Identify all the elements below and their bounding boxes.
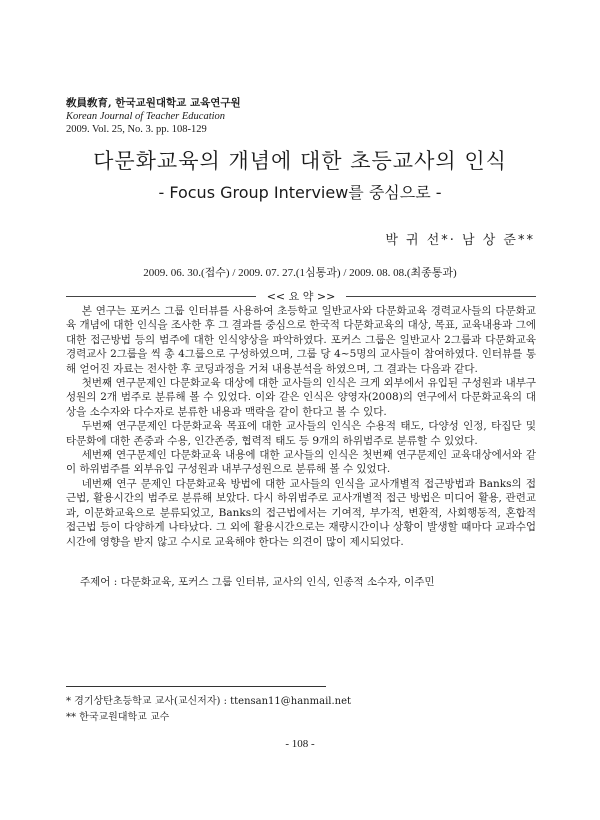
- abstract-paragraph: 본 연구는 포커스 그룹 인터뷰를 사용하여 초등학교 일반교사와 다문화교육 경력교사들의 다문화교육 개념에 대한 인식을 조사한 후 그 결과를 중심으로 한국적 다문화교육의 대상, 목표, 교육내용과 그에 대한 접근방법 등의 범주에 대한 인식양상을 파악하였다. 포커스 그룹은 일반교사 2그룹과 다문화교육 경력교사 2그룹을 씩 총 4그룹으로 구성하였으며, 그룹 당 4~5명의 교사들이 참여하였다. 인터뷰를 통해 얻어진 자료는 전사한 후 코딩과정을 거쳐 내용분석을 하였으며, 그 결과는 다음과 같다.: [66, 305, 536, 375]
- page-number: - 108 -: [285, 738, 315, 750]
- abstract-paragraph: 네번째 연구 문제인 다문화교육 방법에 대한 교사들의 인식을 교사개별적 접근방법과 Banks의 접근법, 활용시간의 범주로 분류해 보았다. 다시 하위범주로 교사개별적 접근 방법은 미디어 활용, 관련교과, 이문화교육으로 분류되었고, Banks의 접근법에서는 기여적, 부가적, 변환적, 사회행동적, 혼합적 접근법 등이 다양하게 나타났다. 그 외에 활용시간으로는 재량시간이나 상황이 발생할 때마다 교과수업시간에 영향을 받지 않고 수시로 교육해야 한다는 의견이 많이 제시되었다.: [66, 477, 537, 548]
- abstract-body: [66, 304, 536, 549]
- footnote-rule: [66, 686, 326, 687]
- abstract-paragraph: 세번째 연구문제인 다문화교육 내용에 대한 교사들의 인식은 첫번째 연구문제인 교육대상에서와 같이 하위범주를 외부유입 구성원과 내부구성원으로 분류해 볼 수 있었다.: [66, 449, 536, 476]
- abstract-paragraph: 두번째 연구문제인 다문화교육 목표에 대한 교사들의 인식은 수용적 태도, 다양성 인정, 타집단 및 타문화에 대한 존중과 수용, 인간존중, 협력적 태도 등 9개의 하위범주로 분류할 수 있었다.: [66, 420, 536, 447]
- journal-volume: 2009. Vol. 25, No. 3. pp. 108-129: [66, 124, 207, 135]
- journal-title-korean: 敎員敎育, 한국교원대학교 교육연구원: [66, 97, 241, 109]
- footnote-corresponding-author: * 경기상탄초등학교 교사(교신저자) : ttensan11@hanmail.net: [66, 696, 352, 707]
- footnotes: [66, 694, 351, 726]
- paper-title: 다문화교육의 개념에 대한 초등교사의 인식: [93, 149, 507, 173]
- keywords: 주제어 : 다문화교육, 포커스 그룹 인터뷰, 교사의 인식, 인종적 소수자, 이주민: [80, 576, 435, 588]
- abstract-paragraph: 첫번째 연구문제인 다문화교육 대상에 대한 교사들의 인식은 크게 외부에서 유입된 구성원과 내부구성원의 2개 범주로 분류해 볼 수 있었다. 이와 같은 인식은 양영자(2008)의 연구에서 다문화교육의 대상을 소수자와 다수자로 분류한 내용과 맥락을 같이 한다고 볼 수 있다.: [66, 377, 536, 418]
- journal-info: [66, 97, 241, 136]
- abstract-header: [66, 288, 536, 304]
- footnote-coauthor: ** 한국교원대학교 교수: [66, 712, 170, 723]
- paper-subtitle: - Focus Group Interview를 중심으로 -: [158, 183, 442, 202]
- journal-title-english: Korean Journal of Teacher Education: [66, 111, 226, 122]
- abstract-rule-right: [346, 296, 536, 297]
- review-dates: 2009. 06. 30.(접수) / 2009. 07. 27.(1심통과) / 2009. 08. 08.(최종통과): [143, 267, 457, 279]
- abstract-label: << 요 약 >>: [266, 290, 336, 303]
- authors: 박 귀 선*· 남 상 준**: [385, 233, 535, 248]
